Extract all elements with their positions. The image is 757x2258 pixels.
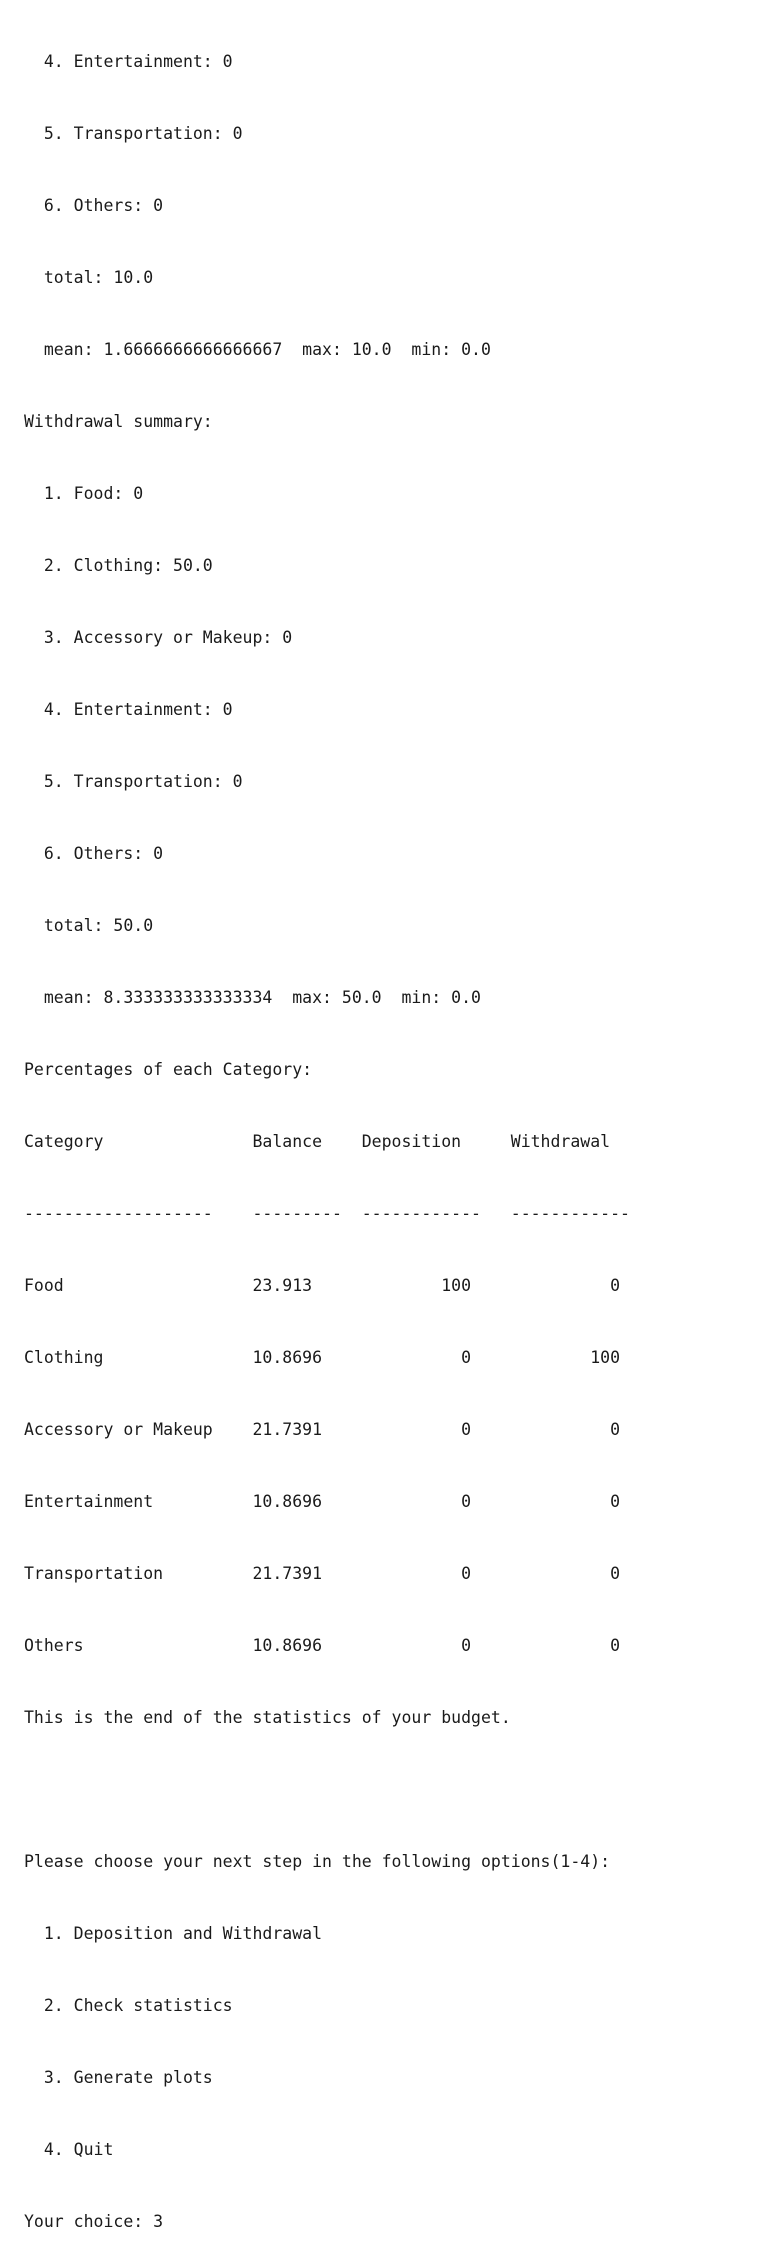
next-step-prompt: Please choose your next step in the following options(1-4):	[24, 1852, 611, 1871]
table-row: Entertainment 10.8696 0 0	[24, 1492, 621, 1511]
withdrawal-clothing-line: 2. Clothing: 50.0	[24, 556, 213, 575]
menu-option-check-statistics: 2. Check statistics	[24, 1996, 233, 2015]
withdrawal-accessory-line: 3. Accessory or Makeup: 0	[24, 628, 293, 647]
end-of-statistics-line: This is the end of the statistics of your budget.	[24, 1708, 511, 1727]
table-row: Food 23.913 100 0	[24, 1276, 621, 1295]
table-row: Others 10.8696 0 0	[24, 1636, 621, 1655]
table-row: Transportation 21.7391 0 0	[24, 1564, 621, 1583]
withdrawal-summary-heading: Withdrawal summary:	[24, 412, 213, 431]
terminal-output	[24, 2, 630, 2258]
withdrawal-transportation-line: 5. Transportation: 0	[24, 772, 243, 791]
withdrawal-others-line: 6. Others: 0	[24, 844, 164, 863]
menu-option-generate-plots: 3. Generate plots	[24, 2068, 213, 2087]
table-row: Accessory or Makeup 21.7391 0 0	[24, 1420, 621, 1439]
deposition-others-line: 6. Others: 0	[24, 196, 164, 215]
blank-line	[24, 1778, 630, 1802]
percentages-table-separator: ------------------- --------- ------------ ------------	[24, 1204, 630, 1223]
deposition-transportation-line: 5. Transportation: 0	[24, 124, 243, 143]
menu-option-quit: 4. Quit	[24, 2140, 114, 2159]
choice-input-line[interactable]: Your choice: 3	[24, 2212, 164, 2231]
deposition-stats-line: mean: 1.6666666666666667 max: 10.0 min: 0.0	[24, 340, 491, 359]
withdrawal-stats-line: mean: 8.333333333333334 max: 50.0 min: 0.0	[24, 988, 481, 1007]
percentages-table-header: Category Balance Deposition Withdrawal	[24, 1132, 611, 1151]
withdrawal-food-line: 1. Food: 0	[24, 484, 144, 503]
menu-option-deposition-withdrawal: 1. Deposition and Withdrawal	[24, 1924, 323, 1943]
percentages-heading: Percentages of each Category:	[24, 1060, 313, 1079]
table-row: Clothing 10.8696 0 100	[24, 1348, 621, 1367]
withdrawal-total-line: total: 50.0	[24, 916, 154, 935]
deposition-entertainment-line: 4. Entertainment: 0	[24, 52, 233, 71]
withdrawal-entertainment-line: 4. Entertainment: 0	[24, 700, 233, 719]
deposition-total-line: total: 10.0	[24, 268, 154, 287]
